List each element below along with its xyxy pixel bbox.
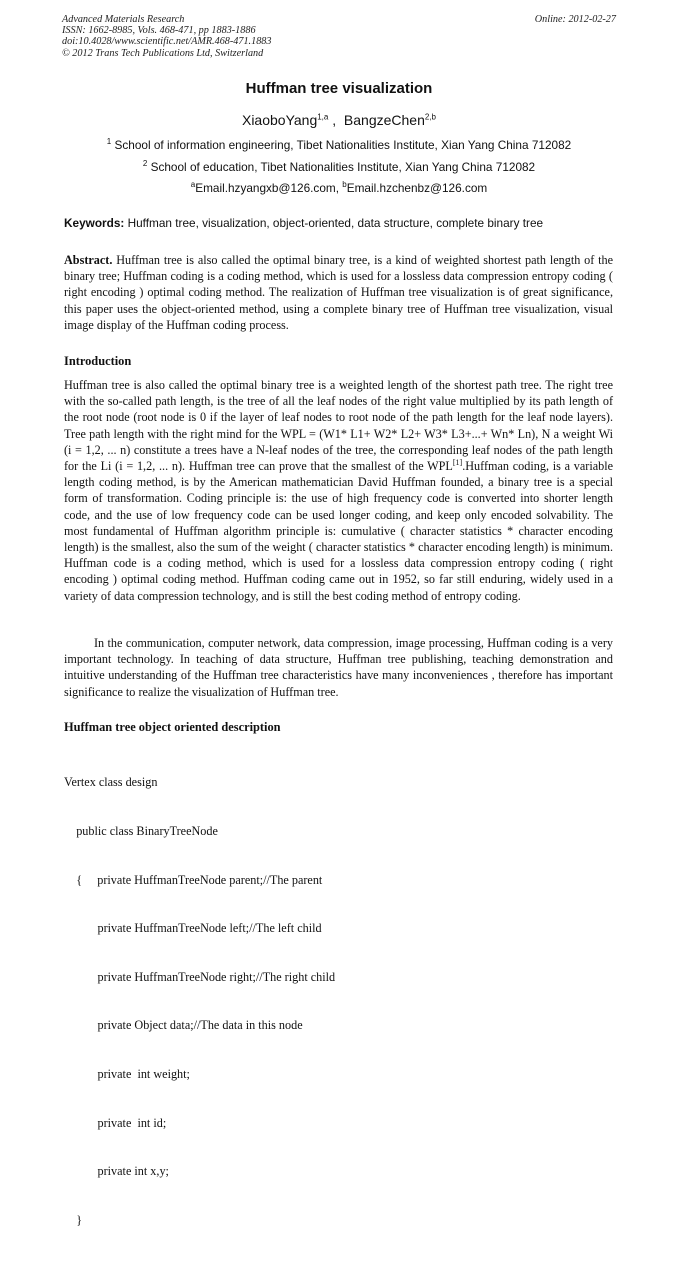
affiliation-1 xyxy=(0,138,678,152)
author-2-affil: 2,b xyxy=(424,112,436,122)
intro-p1-part1: Huffman tree is also called the optimal binary tree is a weighted length of the shortest path tree. The right tree with the so-called path length, is the tree of all the leaf nodes of the right value multiplied by its path length of the root node (root node is 0 if the layer of leaf nodes to root node of the path length for the leaf node layers). Tree path length with the right mind for the WPL = (W1* L1+ W2* L2+ W3* L3+...+ Wn* Ln), N a weight Wi (i = 1,2, ... n) constitute a trees have a N-leaf nodes of the tree, the corresponding leaf nodes of the path length for the Li (i = 1,2, ... n). Huffman tree can prove that the smallest of the WPL xyxy=(64,378,613,474)
code-line: Vertex class design xyxy=(64,775,158,790)
abstract xyxy=(64,252,613,333)
author-1-affil: 1,a xyxy=(317,112,329,122)
abstract-label: Abstract. xyxy=(64,253,113,267)
email-b-mark: b xyxy=(342,180,347,190)
journal-header xyxy=(62,14,616,59)
journal-copyright: © 2012 Trans Tech Publications Ltd, Switzerland xyxy=(62,47,264,59)
intro-p1-part2: .Huffman coding, is a variable length coding method, is by the American mathematician David Huffman founded, a binary tree is a special form of transformation. Coding principle is: the use of high frequency code is converted into shorter length code, and the use of low frequency code can be used longer coding, and keep only encoded solvability. The most fundamental of Huffman algorithm principle is: cumulative ( character statistics * character encoding length) is the smallest, also the sum of the weight ( character statistics * character encoding length) is minimum. Huffman code is a coding method, which is used for a lossless data compression entropy coding ( right encoding ) optimal coding method. Huffman coding came out in 1952, so far still enduring, widely used in a variety of data compression technology, and is still the best coding method of entropy coding. xyxy=(64,459,614,603)
email-b: Email.hzchenbz@126.com xyxy=(346,181,488,195)
online-date: Online: 2012-02-27 xyxy=(534,14,616,25)
affiliation-1-text: School of information engineering, Tibet Nationalities Institute, Xian Yang China 712082 xyxy=(111,138,572,152)
journal-issn: ISSN: 1662-8985, Vols. 468-471, pp 1883-1886 xyxy=(62,25,256,37)
code-block xyxy=(64,742,335,1261)
affiliation-1-mark: 1 xyxy=(106,137,112,147)
journal-name: Advanced Materials Research xyxy=(62,14,185,25)
email-line xyxy=(0,181,678,195)
keywords-text: Huffman tree, visualization, object-oriented, data structure, complete binary tree xyxy=(124,216,544,230)
affiliation-2-text: School of education, Tibet Nationalities Institute, Xian Yang China 712082 xyxy=(147,160,536,174)
author-line xyxy=(0,112,678,128)
email-a: Email.hzyangxb@126.com, xyxy=(195,181,343,195)
author-separator: , xyxy=(328,112,344,128)
introduction-paragraph-2: In the communication, computer network, data compression, image processing, Huffman coding is a very important technology. In teaching of data structure, Huffman tree publishing, teaching demonstration and intuitive understanding of the Huffman tree characteristics have many inconveniences , therefore has important significance to realize the visualization of Huffman tree. xyxy=(64,636,613,699)
keywords xyxy=(64,216,624,230)
email-a-mark: a xyxy=(190,180,196,190)
author-2: BangzeChen xyxy=(343,112,425,128)
author-1: XiaoboYang xyxy=(241,112,318,128)
code-line: private int x,y; xyxy=(64,1164,169,1179)
code-line: private int id; xyxy=(64,1115,167,1130)
abstract-text: Huffman tree is also called the optimal binary tree, is a kind of weighted shortest path length of the binary tree; Huffman coding is a coding method, which is used for a lossless data compression entropy coding ( right encoding ) optimal coding method. The realization of Huffman tree visualization is of great significance, this paper uses the object-oriented method, using a complete binary tree of Huffman tree visualization, visual image display of the Huffman coding process. xyxy=(64,253,613,332)
code-line: } xyxy=(64,1212,83,1227)
code-line: { private HuffmanTreeNode parent;//The parent xyxy=(64,872,323,887)
code-line: private int weight; xyxy=(64,1067,190,1082)
journal-doi: doi:10.4028/www.scientific.net/AMR.468-471.1883 xyxy=(62,36,272,48)
code-line: private HuffmanTreeNode right;//The right child xyxy=(64,969,336,984)
introduction-paragraph-1 xyxy=(64,377,613,604)
oo-section-heading: Huffman tree object oriented description xyxy=(64,720,281,734)
code-line: public class BinaryTreeNode xyxy=(64,824,218,839)
code-line: private Object data;//The data in this node xyxy=(64,1018,303,1033)
affiliation-2-mark: 2 xyxy=(142,159,148,169)
keywords-label: Keywords: xyxy=(64,216,125,230)
citation-ref: [1] xyxy=(452,457,463,467)
introduction-heading: Introduction xyxy=(64,354,132,368)
paper-title: Huffman tree visualization xyxy=(245,80,433,97)
code-line: private HuffmanTreeNode left;//The left child xyxy=(64,921,322,936)
affiliation-2 xyxy=(0,160,678,174)
